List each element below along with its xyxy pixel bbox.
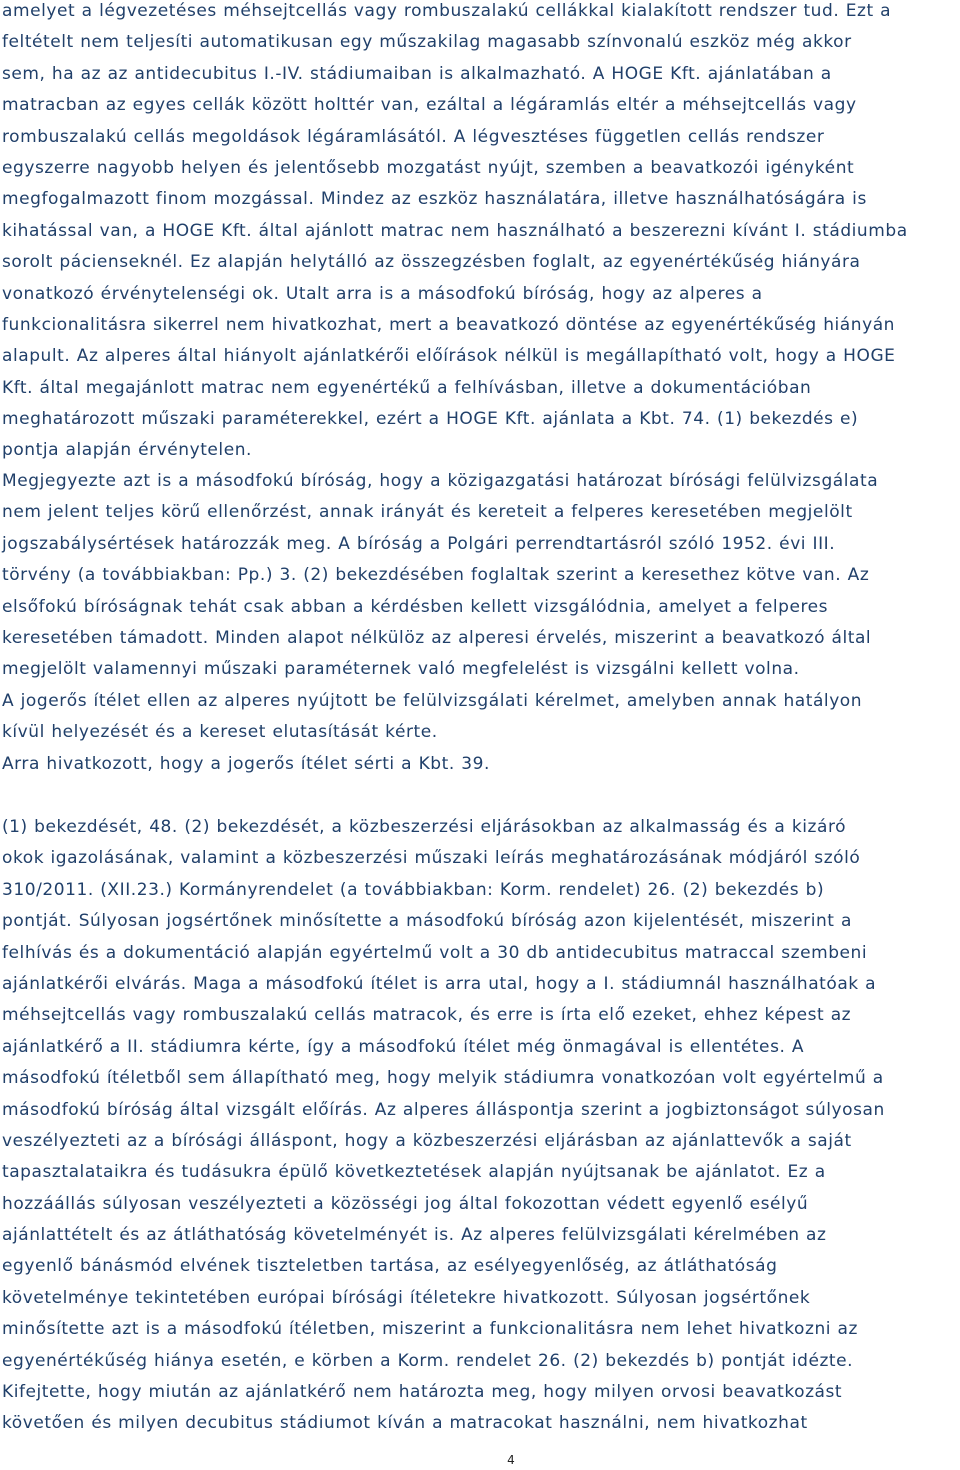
text-line: rombuszalakú cellás megoldások légáramlásától. A légvesztéses független cellás rendszer (2, 126, 825, 147)
text-line: felhívás és a dokumentáció alapján egyértelmű volt a 30 db antidecubitus matraccal szembeni (2, 942, 868, 963)
text-line: vonatkozó érvénytelenségi ok. Utalt arra is a másodfokú bíróság, hogy az alperes a (2, 283, 763, 304)
text-line: sem, ha az az antidecubitus I.-IV. stádiumaiban is alkalmazható. A HOGE Kft. ajánlatában a (2, 63, 832, 84)
paragraph-block-bottom (2, 812, 885, 1440)
text-line: matracban az egyes cellák között holttér van, ezáltal a légáramlás eltér a méhsejtcellás vagy (2, 95, 857, 116)
page-number: 4 (507, 1453, 515, 1467)
text-line: keresetében támadott. Minden alapot nélkülöz az alperesi érvelés, miszerint a beavatkozó által (2, 627, 872, 648)
text-line: törvény (a továbbiakban: Pp.) 3. (2) bekezdésében foglaltak szerint a keresethez kötve van. Az (2, 565, 870, 586)
paragraph-block-top (2, 0, 908, 467)
text-line: Arra hivatkozott, hogy a jogerős ítélet sérti a Kbt. 39. (2, 753, 490, 774)
paragraph-block-middle (2, 466, 878, 780)
text-line: Megjegyezte azt is a másodfokú bíróság, hogy a közigazgatási határozat bírósági felülvizsgálata (2, 471, 879, 491)
text-line: másodfokú ítéletből sem állapítható meg, hogy melyik stádiumra vonatkozóan volt egyértelmű a (2, 1068, 884, 1089)
text-line: egyenértékűség hiánya esetén, e körben a Korm. rendelet 26. (2) bekezdés b) pontját idézte. (2, 1350, 854, 1371)
text-line: Kifejtette, hogy miután az ajánlatkérő nem határozta meg, hogy milyen orvosi beavatkozást (2, 1382, 843, 1403)
text-line: jogszabálysértések határozzák meg. A bíróság a Polgári perrendtartásról szóló 1952. évi III. (2, 533, 836, 554)
text-line: kívül helyezését és a kereset elutasítását kérte. (2, 722, 438, 743)
text-line: megjelölt valamennyi műszaki paraméternek való megfelelést is vizsgálni kellett volna. (2, 659, 800, 680)
text-line: Kft. által megajánlott matrac nem egyenértékű a felhívásban, illetve a dokumentációban (2, 377, 812, 398)
text-line: funkcionalitásra sikerrel nem hivatkozhat, mert a beavatkozó döntése az egyenértékűség hiányán (2, 314, 895, 335)
text-line: méhsejtcellás vagy rombuszalakú cellás matracok, és erre is írta elő ezeket, ehhez képest az (2, 1005, 852, 1026)
text-line: veszélyezteti az a bírósági álláspont, hogy a közbeszerzési eljárásban az ajánlattevők a saját (2, 1130, 852, 1151)
text-line: nem jelent teljes körű ellenőrzést, annak irányát és kereteit a felperes keresetében megjelölt (2, 502, 853, 523)
text-line: meghatározott műszaki paraméterekkel, ezért a HOGE Kft. ajánlata a Kbt. 74. (1) bekezdés e) (2, 409, 859, 430)
text-line: alapult. Az alperes által hiányolt ajánlatkérői előírások nélkül is megállapítható volt, hogy a HOGE (2, 346, 896, 367)
text-line: tapasztalataikra és tudásukra épülő következtetések alapján nyújtsanak be ajánlatot. Ez a (2, 1162, 826, 1183)
text-line: pontját. Súlyosan jogsértőnek minősítette a másodfokú bíróság azon kijelentését, miszerint a (2, 911, 852, 932)
text-line: amelyet a légvezetéses méhsejtcellás vagy rombuszalakú cellákkal kialakított rendszer tud. Ezt a (2, 1, 892, 21)
text-line: egyszerre nagyobb helyen és jelentősebb mozgatást nyújt, szemben a beavatkozói igényként (2, 157, 855, 178)
text-line: pontja alapján érvénytelen. (2, 440, 252, 461)
text-line: (1) bekezdését, 48. (2) bekezdését, a közbeszerzési eljárásokban az alkalmasság és a kizáró (2, 817, 847, 837)
text-line: követelménye tekintetében európai bírósági ítéletekre hivatkozott. Súlyosan jogsértőnek (2, 1287, 811, 1308)
text-line: sorolt pácienseknél. Ez alapján helytálló az összegzésben foglalt, az egyenértékűség hiányára (2, 252, 861, 273)
text-line: egyenlő bánásmód elvének tiszteletben tartása, az esélyegyenlőség, az átláthatóság (2, 1256, 778, 1277)
text-line: elsőfokú bíróságnak tehát csak abban a kérdésben kellett vizsgálódnia, amelyet a felperes (2, 596, 829, 617)
text-line: ajánlattételt és az átláthatóság követelményét is. Az alperes felülvizsgálati kérelmében az (2, 1225, 827, 1246)
text-line: követően és milyen decubitus stádiumot kíván a matracokat használni, nem hivatkozhat (2, 1413, 808, 1434)
text-line: kihatással van, a HOGE Kft. által ajánlott matrac nem használható a beszerezni kívánt I. stádiumba (2, 220, 908, 241)
text-line: megfogalmazott finom mozgással. Mindez az eszköz használatára, illetve használhatóságára is (2, 189, 867, 210)
text-line: 310/2011. (XII.23.) Kormányrendelet (a továbbiakban: Korm. rendelet) 26. (2) bekezdés b) (2, 879, 825, 900)
text-line: feltételt nem teljesíti automatikusan egy műszakilag magasabb színvonalú eszköz még akkor (2, 32, 852, 53)
text-line: okok igazolásának, valamint a közbeszerzési műszaki leírás meghatározásának módjáról szóló (2, 848, 861, 869)
text-line: minősítette azt is a másodfokú ítéletben, miszerint a funkcionalitásra nem lehet hivatkozni az (2, 1319, 858, 1340)
text-line: hozzáállás súlyosan veszélyezteti a közösségi jog által fokozottan védett egyenlő esélyű (2, 1193, 809, 1214)
text-line: másodfokú bíróság által vizsgált előírás. Az alperes álláspontja szerint a jogbiztonságot súlyosan (2, 1099, 885, 1120)
text-line: A jogerős ítélet ellen az alperes nyújtott be felülvizsgálati kérelmet, amelyben annak hatályon (2, 690, 863, 711)
text-line: ajánlatkérői elvárás. Maga a másodfokú ítélet is arra utal, hogy a I. stádiumnál használhatóak a (2, 973, 877, 994)
text-line: ajánlatkérő a II. stádiumra kérte, így a másodfokú ítélet még önmagával is ellentétes. A (2, 1036, 805, 1057)
